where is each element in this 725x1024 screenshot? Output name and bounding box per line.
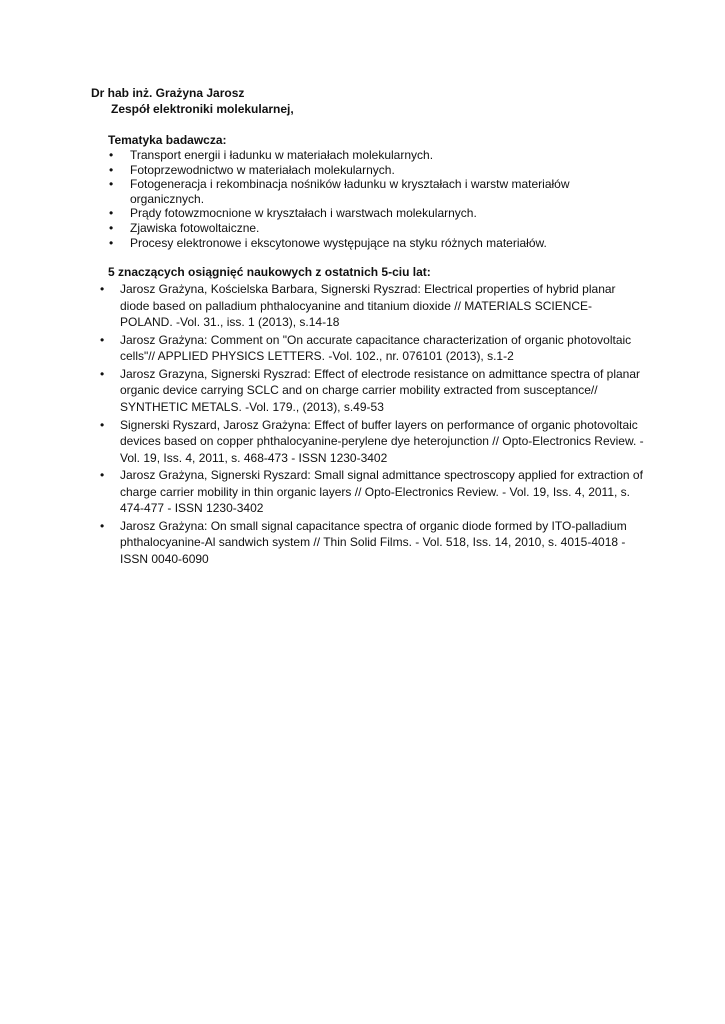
- list-item: • Procesy elektronowe i ekscytonowe występujące na styku różnych materiałów.: [108, 236, 628, 251]
- publications-list: [99, 281, 644, 569]
- team-name: Zespół elektroniki molekularnej,: [111, 102, 294, 116]
- list-item: • Zjawiska fotowoltaiczne.: [108, 221, 628, 236]
- publication-item: • Jarosz Grażyna: On small signal capacitance spectra of organic diode formed by ITO-palladium phthalocyanine-Al sandwich system // Thin Solid Films. - Vol. 518, Iss. 14, 2010, s. 4015-4018 - ISSN 0040-6090: [99, 518, 644, 568]
- author-name: Dr hab inż. Grażyna Jarosz: [91, 86, 245, 100]
- publication-item: • Jarosz Grazyna, Signerski Ryszrad: Effect of electrode resistance on admittance spectra of planar organic device carrying SCLC and on charge carrier mobility extracted from susceptance// SYNTHETIC METALS. -Vol. 179., (2013), s.49-53: [99, 366, 644, 416]
- publication-item: • Jarosz Grażyna, Kościelska Barbara, Signerski Ryszrad: Electrical properties of hybrid planar diode based on palladium phthalocyanine and titanium dioxide // MATERIALS SCIENCE-POLAND. -Vol. 31., iss. 1 (2013), s.14-18: [99, 281, 644, 331]
- list-item: • Transport energii i ładunku w materiałach molekularnych.: [108, 148, 628, 163]
- publication-item: • Signerski Ryszard, Jarosz Grażyna: Effect of buffer layers on performance of organic photovoltaic devices based on copper phthalocyanine-perylene dye heterojunction // Opto-Electronics Review. - Vol. 19, Iss. 4, 2011, s. 468-473 - ISSN 1230-3402: [99, 417, 644, 467]
- publication-item: • Jarosz Grażyna: Comment on "On accurate capacitance characterization of organic photovoltaic cells"// APPLIED PHYSICS LETTERS. -Vol. 102., nr. 076101 (2013), s.1-2: [99, 332, 644, 365]
- research-topics-heading: Tematyka badawcza:: [108, 133, 227, 147]
- research-topics-list: [108, 148, 628, 250]
- list-item: • Prądy fotowzmocnione w kryształach i warstwach molekularnych.: [108, 206, 628, 221]
- publication-item: • Jarosz Grażyna, Signerski Ryszard: Small signal admittance spectroscopy applied for extraction of charge carrier mobility in thin organic layers // Opto-Electronics Review. - Vol. 19, Iss. 4, 2011, s. 474-477 - ISSN 1230-3402: [99, 467, 644, 517]
- list-item: • Fotogeneracja i rekombinacja nośników ładunku w kryształach i warstw materiałów organicznych.: [108, 177, 628, 206]
- achievements-heading: 5 znaczących osiągnięć naukowych z ostatnich 5-ciu lat:: [108, 265, 431, 279]
- list-item: • Fotoprzewodnictwo w materiałach molekularnych.: [108, 163, 628, 178]
